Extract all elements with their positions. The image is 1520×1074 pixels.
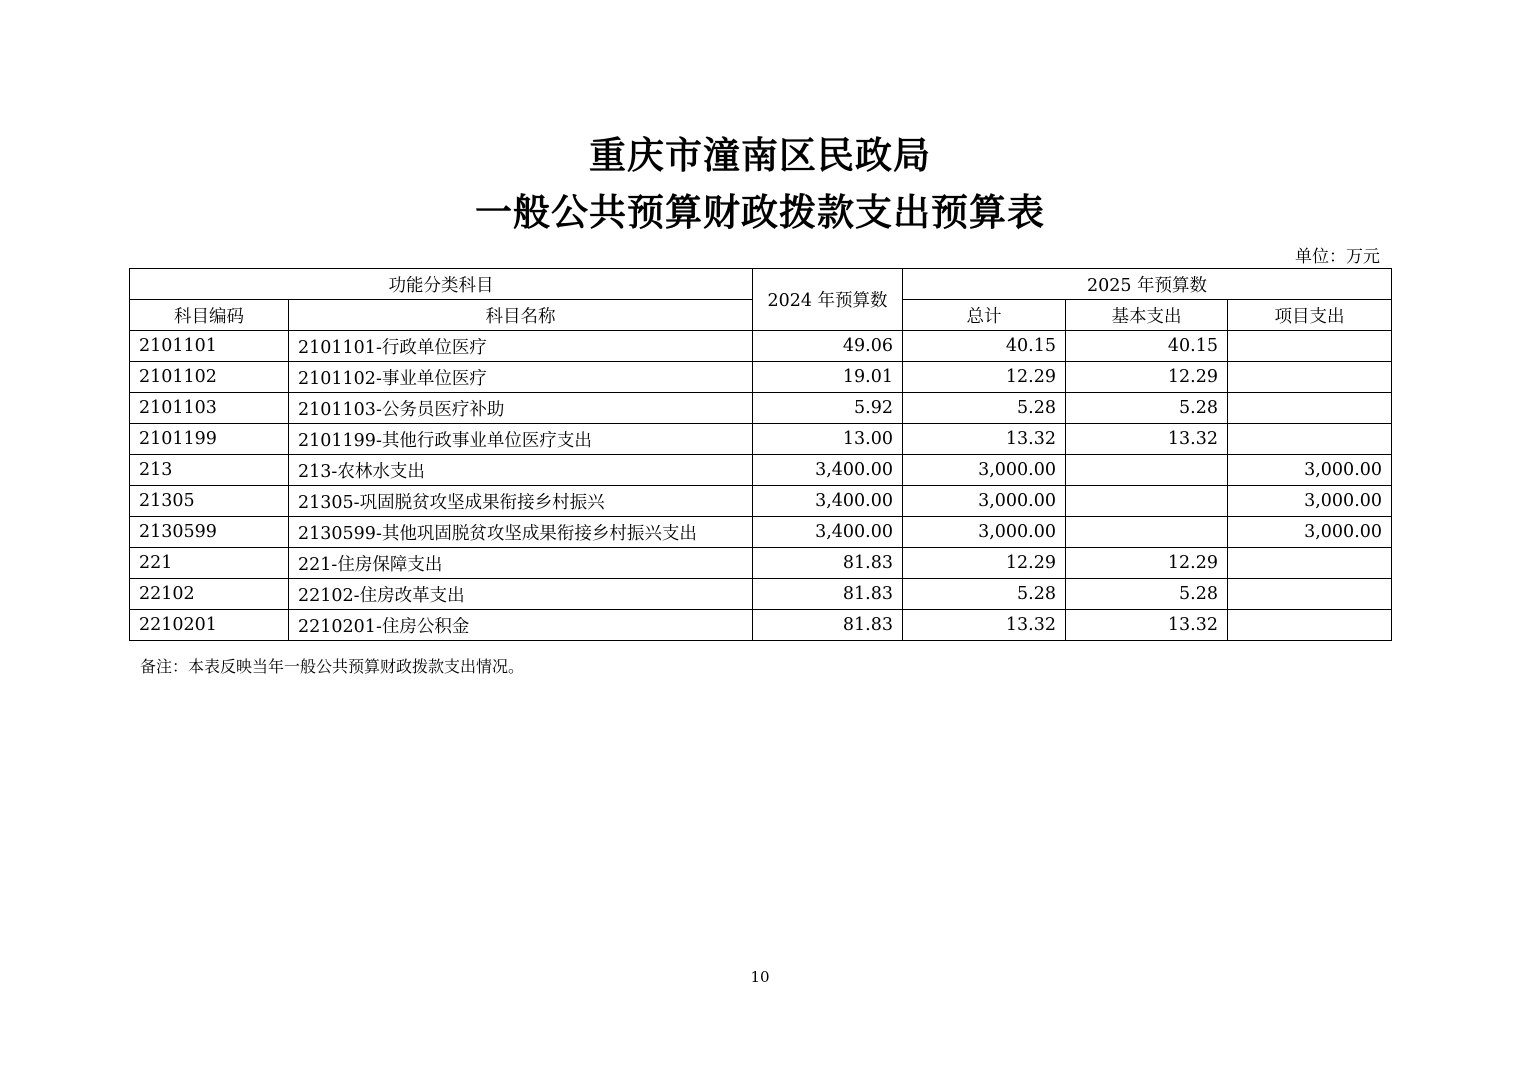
- cell-basic: [1066, 455, 1228, 486]
- cell-name: 2101199-其他行政事业单位医疗支出: [289, 424, 753, 455]
- cell-basic: 13.32: [1066, 424, 1228, 455]
- cell-basic: 13.32: [1066, 610, 1228, 641]
- cell-project: [1228, 331, 1392, 362]
- cell-project: [1228, 548, 1392, 579]
- cell-project: [1228, 579, 1392, 610]
- cell-code: 221: [130, 548, 289, 579]
- cell-total: 3,000.00: [903, 486, 1066, 517]
- budget-table: [129, 268, 1392, 641]
- cell-total: 12.29: [903, 362, 1066, 393]
- cell-basic: [1066, 517, 1228, 548]
- cell-basic: [1066, 486, 1228, 517]
- cell-total: 40.15: [903, 331, 1066, 362]
- cell-project: 3,000.00: [1228, 486, 1392, 517]
- table-row: [130, 424, 1392, 455]
- table-body: [130, 331, 1392, 641]
- table-note: 备注：本表反映当年一般公共预算财政拨款支出情况。: [140, 657, 525, 676]
- header-basic-expense: 基本支出: [1066, 300, 1228, 331]
- cell-basic: 5.28: [1066, 579, 1228, 610]
- cell-name: 2210201-住房公积金: [289, 610, 753, 641]
- header-total: 总计: [903, 300, 1066, 331]
- cell-name: 2101102-事业单位医疗: [289, 362, 753, 393]
- cell-budget-2024: 3,400.00: [753, 517, 903, 548]
- cell-total: 5.28: [903, 579, 1066, 610]
- table-header: [130, 269, 1392, 331]
- unit-label: 单位：万元: [1295, 247, 1380, 267]
- cell-name: 2101103-公务员医疗补助: [289, 393, 753, 424]
- cell-name: 21305-巩固脱贫攻坚成果衔接乡村振兴: [289, 486, 753, 517]
- cell-basic: 12.29: [1066, 362, 1228, 393]
- table-row: [130, 362, 1392, 393]
- page-number: 10: [750, 968, 770, 986]
- cell-name: 22102-住房改革支出: [289, 579, 753, 610]
- table-row: [130, 331, 1392, 362]
- cell-code: 2101102: [130, 362, 289, 393]
- cell-name: 213-农林水支出: [289, 455, 753, 486]
- table-row: [130, 517, 1392, 548]
- cell-budget-2024: 81.83: [753, 579, 903, 610]
- cell-budget-2024: 81.83: [753, 548, 903, 579]
- table-row: [130, 610, 1392, 641]
- cell-code: 213: [130, 455, 289, 486]
- table-row: [130, 579, 1392, 610]
- cell-total: 5.28: [903, 393, 1066, 424]
- cell-name: 2101101-行政单位医疗: [289, 331, 753, 362]
- cell-total: 13.32: [903, 610, 1066, 641]
- table-row: [130, 455, 1392, 486]
- header-budget-2025: 2025 年预算数: [903, 269, 1392, 300]
- cell-name: 2130599-其他巩固脱贫攻坚成果衔接乡村振兴支出: [289, 517, 753, 548]
- cell-budget-2024: 81.83: [753, 610, 903, 641]
- header-budget-2024: 2024 年预算数: [753, 269, 903, 331]
- cell-code: 2210201: [130, 610, 289, 641]
- cell-budget-2024: 49.06: [753, 331, 903, 362]
- cell-project: [1228, 610, 1392, 641]
- cell-code: 2101199: [130, 424, 289, 455]
- table-row: [130, 486, 1392, 517]
- cell-budget-2024: 13.00: [753, 424, 903, 455]
- cell-basic: 5.28: [1066, 393, 1228, 424]
- cell-code: 21305: [130, 486, 289, 517]
- cell-basic: 40.15: [1066, 331, 1228, 362]
- cell-budget-2024: 3,400.00: [753, 455, 903, 486]
- cell-name: 221-住房保障支出: [289, 548, 753, 579]
- table-row: [130, 393, 1392, 424]
- cell-code: 2130599: [130, 517, 289, 548]
- page-subtitle: 一般公共预算财政拨款支出预算表: [475, 190, 1045, 234]
- cell-project: [1228, 362, 1392, 393]
- cell-code: 2101101: [130, 331, 289, 362]
- cell-code: 2101103: [130, 393, 289, 424]
- cell-total: 3,000.00: [903, 455, 1066, 486]
- cell-total: 12.29: [903, 548, 1066, 579]
- cell-basic: 12.29: [1066, 548, 1228, 579]
- header-project-expense: 项目支出: [1228, 300, 1392, 331]
- cell-code: 22102: [130, 579, 289, 610]
- header-subject-name: 科目名称: [289, 300, 753, 331]
- cell-budget-2024: 5.92: [753, 393, 903, 424]
- cell-total: 3,000.00: [903, 517, 1066, 548]
- header-subject-code: 科目编码: [130, 300, 289, 331]
- header-functional-subject: 功能分类科目: [130, 269, 753, 300]
- cell-budget-2024: 3,400.00: [753, 486, 903, 517]
- cell-budget-2024: 19.01: [753, 362, 903, 393]
- page-title: 重庆市潼南区民政局: [589, 133, 931, 177]
- table-row: [130, 548, 1392, 579]
- cell-project: 3,000.00: [1228, 517, 1392, 548]
- cell-project: [1228, 424, 1392, 455]
- header-row-group: [130, 269, 1392, 300]
- cell-project: 3,000.00: [1228, 455, 1392, 486]
- cell-project: [1228, 393, 1392, 424]
- cell-total: 13.32: [903, 424, 1066, 455]
